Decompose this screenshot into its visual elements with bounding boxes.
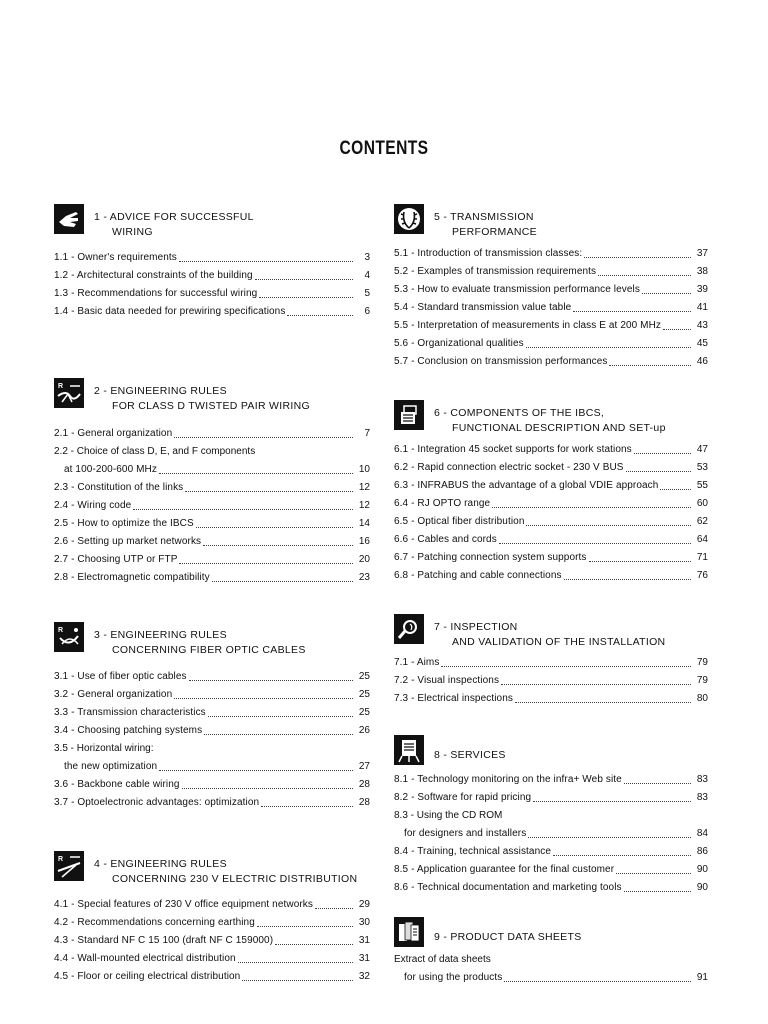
entry-text: 4.4 - Wall-mounted electrical distribution	[54, 953, 236, 964]
section-8	[394, 735, 708, 893]
toc-entry[interactable]	[54, 285, 370, 303]
dot-leader	[526, 347, 691, 348]
toc-entry[interactable]	[54, 443, 370, 479]
dot-leader	[634, 453, 691, 454]
entry-list	[54, 425, 370, 587]
dot-leader	[174, 698, 353, 699]
toc-entry[interactable]	[54, 932, 370, 950]
entry-text: 8.1 - Technology monitoring on the infra+ Web site	[394, 774, 622, 785]
entry-text: 2.8 - Electromagnetic compatibility	[54, 572, 210, 583]
entry-text: 4.5 - Floor or ceiling electrical distribution	[54, 971, 241, 982]
section-7	[394, 614, 708, 704]
section-heading	[394, 735, 708, 771]
section-title-line1: 8 - SERVICES	[434, 749, 506, 761]
entry-text-continued: the new optimization	[64, 761, 158, 772]
dot-leader	[257, 926, 353, 927]
page-number: 45	[696, 338, 708, 349]
section-title-line1: 3 - ENGINEERING RULES	[94, 629, 227, 641]
dot-leader	[204, 734, 353, 735]
dot-leader	[526, 525, 691, 526]
entry-text: 6.6 - Cables and cords	[394, 534, 497, 545]
section-title-line2: CONCERNING 230 V ELECTRIC DISTRIBUTION	[112, 873, 358, 885]
page-number: 60	[696, 498, 708, 509]
svg-text:R: R	[58, 383, 64, 390]
page-number: 76	[696, 570, 708, 581]
toc-entry[interactable]	[54, 551, 370, 569]
page-number: 28	[358, 797, 370, 808]
page-number: 64	[696, 534, 708, 545]
dot-leader	[203, 545, 353, 546]
entry-text: 2.5 - How to optimize the IBCS	[54, 518, 194, 529]
page-number: 10	[358, 464, 370, 475]
page-number: 7	[364, 428, 370, 439]
hand-icon	[54, 204, 84, 234]
dot-leader	[196, 527, 353, 528]
section-heading	[394, 204, 708, 240]
dot-leader	[660, 489, 691, 490]
entry-list	[394, 245, 708, 371]
dot-leader	[287, 315, 353, 316]
page-number: 79	[696, 675, 708, 686]
page-number: 28	[358, 779, 370, 790]
section-title-line1: 7 - INSPECTION	[434, 621, 518, 633]
page-number: 83	[696, 774, 708, 785]
section-title	[94, 210, 254, 240]
page-number: 12	[358, 500, 370, 511]
section-heading	[54, 204, 370, 240]
toc-entry[interactable]	[394, 879, 708, 897]
toc-entry[interactable]	[54, 515, 370, 533]
section-9	[394, 917, 708, 983]
section-title	[434, 210, 537, 240]
dot-leader	[624, 891, 691, 892]
section-2	[54, 378, 370, 583]
dot-leader	[501, 684, 691, 685]
toc-entry[interactable]	[394, 672, 708, 690]
dot-leader	[504, 981, 691, 982]
page-title: CONTENTS	[339, 138, 429, 159]
page-number: 23	[358, 572, 370, 583]
laurel-icon	[394, 204, 424, 234]
page-number: 41	[696, 302, 708, 313]
toc-entry[interactable]	[54, 740, 370, 776]
dot-leader	[441, 666, 691, 667]
dot-leader	[499, 543, 691, 544]
page-number: 26	[358, 725, 370, 736]
page-number: 12	[358, 482, 370, 493]
entry-text: Extract of data sheets	[394, 954, 491, 965]
section-title-line2: CONCERNING FIBER OPTIC CABLES	[112, 644, 306, 656]
section-4	[54, 851, 370, 982]
section-heading	[54, 851, 370, 887]
dot-leader	[159, 770, 353, 771]
entry-text: 6.1 - Integration 45 socket supports for work stations	[394, 444, 632, 455]
page-number: 47	[696, 444, 708, 455]
section-heading	[394, 614, 708, 650]
toc-entry[interactable]	[394, 771, 708, 789]
entry-text: 8.6 - Technical documentation and marketing tools	[394, 882, 622, 893]
entry-text-continued: for using the products	[404, 972, 503, 983]
dot-leader	[185, 491, 353, 492]
dot-leader	[528, 837, 691, 838]
section-5	[394, 204, 708, 367]
toc-entry[interactable]	[54, 425, 370, 443]
entry-text: 6.3 - INFRABUS the advantage of a global VDIE approach	[394, 480, 659, 491]
wiring-rules-icon	[54, 378, 84, 408]
section-title-line1: 1 - ADVICE FOR SUCCESSFUL	[94, 211, 254, 223]
page-number: 53	[696, 462, 708, 473]
entry-text: 5.3 - How to evaluate transmission performance levels	[394, 284, 640, 295]
svg-text:R: R	[58, 627, 64, 634]
page-number: 91	[696, 972, 708, 983]
toc-entry[interactable]	[394, 549, 708, 567]
dot-leader	[589, 561, 691, 562]
section-title	[434, 406, 666, 436]
section-heading	[394, 400, 708, 436]
toc-entry[interactable]	[54, 896, 370, 914]
toc-entry[interactable]	[394, 263, 708, 281]
entry-text: 2.3 - Constitution of the links	[54, 482, 184, 493]
toc-entry[interactable]	[394, 789, 708, 807]
section-title-line1: 5 - TRANSMISSION	[434, 211, 534, 223]
section-title-line2: FUNCTIONAL DESCRIPTION AND SET-up	[452, 422, 666, 434]
entry-list	[54, 896, 370, 986]
toc-entry[interactable]	[394, 951, 708, 987]
toc-entry[interactable]	[394, 477, 708, 495]
dot-leader	[208, 716, 353, 717]
toc-entry[interactable]	[394, 299, 708, 317]
section-title-line2: AND VALIDATION OF THE INSTALLATION	[452, 636, 666, 648]
data-sheets-icon	[394, 917, 424, 947]
page-number: 27	[358, 761, 370, 772]
entry-list	[54, 668, 370, 812]
toc-entry[interactable]	[54, 479, 370, 497]
toc-entry[interactable]	[54, 968, 370, 986]
dot-leader	[275, 944, 353, 945]
dot-leader	[179, 563, 353, 564]
page-number: 3	[364, 252, 370, 263]
toc-entry[interactable]	[394, 843, 708, 861]
section-title-line1: 6 - COMPONENTS OF THE IBCS,	[434, 407, 605, 419]
entry-text: 6.8 - Patching and cable connections	[394, 570, 562, 581]
page-number: 5	[364, 288, 370, 299]
dot-leader	[242, 980, 353, 981]
page-number: 90	[696, 864, 708, 875]
toc-entry[interactable]	[54, 704, 370, 722]
entry-text: 3.1 - Use of fiber optic cables	[54, 671, 187, 682]
entry-text: 1.1 - Owner's requirements	[54, 252, 177, 263]
toc-entry[interactable]	[394, 281, 708, 299]
dot-leader	[609, 365, 691, 366]
toc-entry[interactable]	[394, 353, 708, 371]
toc-entry[interactable]	[54, 668, 370, 686]
section-title	[94, 384, 310, 414]
page-number: 83	[696, 792, 708, 803]
toc-entry[interactable]	[394, 807, 708, 843]
section-title	[434, 930, 582, 945]
toc-entry[interactable]	[394, 690, 708, 708]
toc-entry[interactable]	[54, 249, 370, 267]
toc-entry[interactable]	[54, 914, 370, 932]
section-3	[54, 622, 370, 808]
page-number: 20	[358, 554, 370, 565]
page-number: 37	[696, 248, 708, 259]
section-heading	[54, 622, 370, 658]
section-title-line2: WIRING	[112, 226, 153, 238]
section-1	[54, 204, 370, 317]
entry-text: 7.3 - Electrical inspections	[394, 693, 513, 704]
entry-text: 3.3 - Transmission characteristics	[54, 707, 206, 718]
entry-text: 4.2 - Recommendations concerning earthing	[54, 917, 255, 928]
toc-entry[interactable]	[54, 686, 370, 704]
dot-leader	[133, 509, 353, 510]
dot-leader	[642, 293, 691, 294]
page-number: 86	[696, 846, 708, 857]
toc-entry[interactable]	[394, 459, 708, 477]
toc-entry[interactable]	[394, 335, 708, 353]
entry-text-continued: for designers and installers	[404, 828, 527, 839]
dot-leader	[189, 680, 353, 681]
entry-text: 3.5 - Horizontal wiring:	[54, 743, 154, 754]
entry-text: 2.4 - Wiring code	[54, 500, 132, 511]
toc-entry[interactable]	[394, 513, 708, 531]
page-number: 46	[696, 356, 708, 367]
section-title	[434, 620, 665, 650]
entry-list	[394, 771, 708, 897]
entry-text-continued: at 100-200-600 MHz	[64, 464, 157, 475]
toc-entry[interactable]	[394, 567, 708, 585]
entry-text: 3.4 - Choosing patching systems	[54, 725, 203, 736]
dot-leader	[261, 806, 353, 807]
components-icon	[394, 400, 424, 430]
section-title-line1: 4 - ENGINEERING RULES	[94, 858, 227, 870]
page-number: 29	[358, 899, 370, 910]
page-number: 62	[696, 516, 708, 527]
entry-text: 8.2 - Software for rapid pricing	[394, 792, 532, 803]
entry-text: 5.4 - Standard transmission value table	[394, 302, 572, 313]
page-number: 31	[358, 953, 370, 964]
page-number: 32	[358, 971, 370, 982]
entry-text: 8.5 - Application guarantee for the final customer	[394, 864, 615, 875]
toc-entry[interactable]	[54, 569, 370, 587]
entry-text: 5.6 - Organizational qualities	[394, 338, 524, 349]
toc-entry[interactable]	[54, 303, 370, 321]
dot-leader	[315, 908, 353, 909]
inspection-icon	[394, 614, 424, 644]
dot-leader	[182, 788, 353, 789]
section-title-line2: PERFORMANCE	[452, 226, 537, 238]
toc-entry[interactable]	[54, 950, 370, 968]
entry-text: 5.1 - Introduction of transmission classes:	[394, 248, 583, 259]
dot-leader	[492, 507, 691, 508]
entry-text: 2.2 - Choice of class D, E, and F components	[54, 446, 256, 457]
dot-leader	[553, 855, 691, 856]
page-number: 38	[696, 266, 708, 277]
toc-entry[interactable]	[54, 267, 370, 285]
entry-text: 4.3 - Standard NF C 15 100 (draft NF C 159000)	[54, 935, 274, 946]
electric-rules-icon	[54, 851, 84, 881]
toc-entry[interactable]	[394, 654, 708, 672]
dot-leader	[616, 873, 691, 874]
page-number: 25	[358, 671, 370, 682]
entry-text: 6.5 - Optical fiber distribution	[394, 516, 525, 527]
page-number: 43	[696, 320, 708, 331]
entry-text: 7.1 - Aims	[394, 657, 440, 668]
entry-text: 2.1 - General organization	[54, 428, 173, 439]
section-heading	[54, 378, 370, 414]
entry-text: 1.3 - Recommendations for successful wiring	[54, 288, 258, 299]
toc-entry[interactable]	[394, 441, 708, 459]
toc-entry[interactable]	[54, 794, 370, 812]
page-number: 84	[696, 828, 708, 839]
dot-leader	[573, 311, 691, 312]
page-number: 16	[358, 536, 370, 547]
dot-leader	[238, 962, 353, 963]
entry-text: 4.1 - Special features of 230 V office equipment networks	[54, 899, 313, 910]
page-number: 79	[696, 657, 708, 668]
dot-leader	[663, 329, 691, 330]
entry-text: 5.5 - Interpretation of measurements in class E at 200 MHz	[394, 320, 662, 331]
dot-leader	[259, 297, 353, 298]
page-number: 55	[696, 480, 708, 491]
dot-leader	[533, 801, 691, 802]
section-title	[94, 857, 357, 887]
dot-leader	[564, 579, 691, 580]
entry-text: 1.2 - Architectural constraints of the building	[54, 270, 253, 281]
section-title-line1: 2 - ENGINEERING RULES	[94, 385, 227, 397]
section-heading	[394, 917, 708, 953]
entry-text: 6.4 - RJ OPTO range	[394, 498, 491, 509]
entry-text: 3.7 - Optoelectronic advantages: optimization	[54, 797, 260, 808]
entry-text: 6.2 - Rapid connection electric socket - 230 V BUS	[394, 462, 624, 473]
fiber-optic-icon	[54, 622, 84, 652]
toc-entry[interactable]	[394, 861, 708, 879]
section-title-line1: 9 - PRODUCT DATA SHEETS	[434, 931, 582, 943]
svg-text:R: R	[58, 856, 64, 863]
toc-entry[interactable]	[394, 531, 708, 549]
page-number: 4	[364, 270, 370, 281]
toc-entry[interactable]	[54, 722, 370, 740]
toc-entry[interactable]	[394, 245, 708, 263]
entry-list	[394, 441, 708, 585]
services-icon	[394, 735, 424, 765]
entry-text: 3.2 - General organization	[54, 689, 173, 700]
dot-leader	[174, 437, 353, 438]
entry-text: 7.2 - Visual inspections	[394, 675, 500, 686]
dot-leader	[626, 471, 691, 472]
dot-leader	[598, 275, 691, 276]
toc-entry[interactable]	[54, 497, 370, 515]
toc-entry[interactable]	[54, 776, 370, 794]
entry-list	[54, 249, 370, 321]
page-number: 25	[358, 689, 370, 700]
entry-text: 5.7 - Conclusion on transmission performances	[394, 356, 608, 367]
page-number: 39	[696, 284, 708, 295]
entry-list	[394, 654, 708, 708]
section-6	[394, 400, 708, 581]
page-number: 6	[364, 306, 370, 317]
section-title	[94, 628, 306, 658]
dot-leader	[159, 473, 353, 474]
section-title	[434, 748, 506, 763]
entry-text: 2.6 - Setting up market networks	[54, 536, 202, 547]
entry-list	[394, 951, 708, 987]
dot-leader	[212, 581, 353, 582]
page-number: 31	[358, 935, 370, 946]
dot-leader	[624, 783, 691, 784]
toc-entry[interactable]	[394, 317, 708, 335]
entry-text: 6.7 - Patching connection system supports	[394, 552, 587, 563]
dot-leader	[584, 257, 691, 258]
page-number: 30	[358, 917, 370, 928]
entry-text: 8.3 - Using the CD ROM	[394, 810, 503, 821]
entry-text: 1.4 - Basic data needed for prewiring specifications	[54, 306, 286, 317]
page-number: 71	[696, 552, 708, 563]
dot-leader	[179, 261, 353, 262]
toc-entry[interactable]	[394, 495, 708, 513]
page-number: 90	[696, 882, 708, 893]
page-number: 80	[696, 693, 708, 704]
page-number: 14	[358, 518, 370, 529]
entry-text: 8.4 - Training, technical assistance	[394, 846, 552, 857]
page-number: 25	[358, 707, 370, 718]
toc-entry[interactable]	[54, 533, 370, 551]
entry-text: 5.2 - Examples of transmission requirements	[394, 266, 597, 277]
entry-text: 3.6 - Backbone cable wiring	[54, 779, 180, 790]
dot-leader	[515, 702, 691, 703]
entry-text: 2.7 - Choosing UTP or FTP	[54, 554, 178, 565]
section-title-line2: FOR CLASS D TWISTED PAIR WIRING	[112, 400, 310, 412]
dot-leader	[255, 279, 353, 280]
